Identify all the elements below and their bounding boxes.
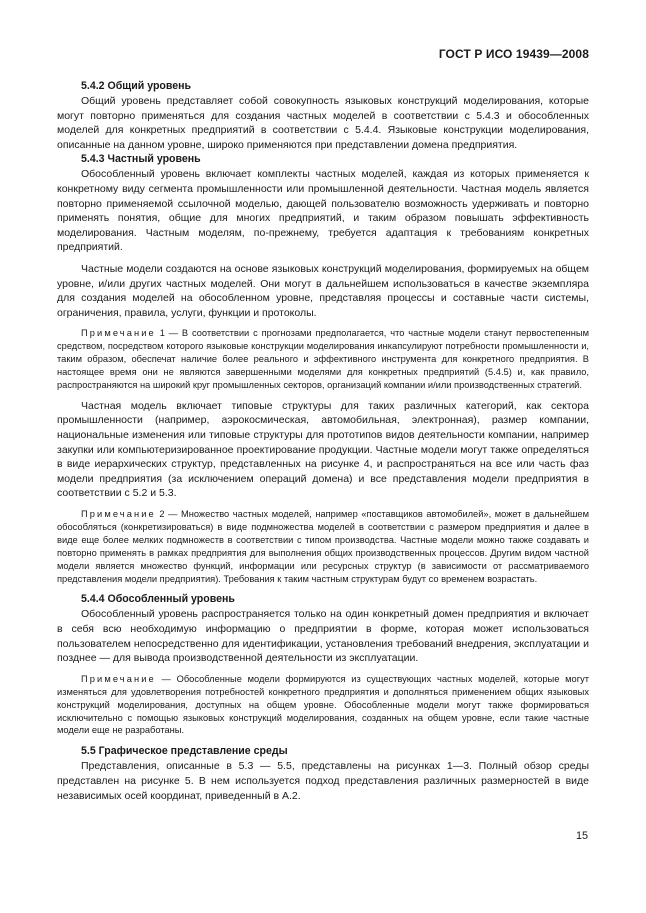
- note-2: [57, 508, 589, 585]
- note-text: — Обособленные модели формируются из существующих частных моделей, которые могут изменяться для удовлетворения потребностей конкретного предприятия и дополняться применением общих языковых конструкций моделирования, доступных на общем уровне. Обособленные модели могут также формироваться исключительно с помощью языковых конструкций моделирования, созданных на общем уровне, если такие частные модели еще не разработаны.: [57, 673, 589, 736]
- note-label: Примечание: [81, 673, 156, 684]
- standard-code: ГОСТ Р ИСО 19439—2008: [438, 47, 589, 61]
- paragraph: Общий уровень представляет собой совокупность языковых конструкций моделирования, которые могут повторно применяться для создания частных моделей в соответствии с 5.4.3 и обособленных моделей для конкретных предприятий в соответствии с 5.4.4. Языковые конструкции моделирования, описанные на данном уровне, широко применяются при представлении домена предприятия.: [57, 95, 589, 151]
- note-3: [57, 673, 589, 738]
- paragraph: Обособленный уровень распространяется только на один конкретный домен предприятия и включает в себя всю необходимую информацию о предприятии в форме, которая может использоваться пользователем непосредственно для идентификации, установления требований внедрения, эксплуатации и позднее — для вывода производственной деятельности из эксплуатации.: [57, 608, 589, 665]
- paragraph: Частные модели создаются на основе языковых конструкций моделирования, формируемых на общем уровне, и/или других частных моделей. Они могут в дальнейшем использоваться в качестве экземпляра для создания моделей на обособленном уровне, представляя процессы и составные части системы, ограничения, правила, услуги, функции и протоколы.: [57, 262, 589, 319]
- note-label: Примечание: [81, 328, 156, 339]
- note-label: Примечание: [81, 509, 156, 519]
- note-1: [57, 327, 589, 392]
- section-heading-5-4-2: 5.4.2 Общий уровень: [81, 80, 192, 92]
- section-heading-5-4-4: 5.4.4 Обособленный уровень: [81, 593, 235, 606]
- note-text: 1 — В соответствии с прогнозами предполагается, что частные модели станут первостепенным средством, посредством которого языковые конструкции моделирования инкапсулируют потребности промышленности и, таким образом, обеспечат наличие более реального и эффективного инструмента для конкретного предприятия. В настоящее время они не являются завершенными моделями для конкретных предприятий (5.4.5) и, как правило, распространяются на широкий круг промышленных секторов, организаций компании и/или производственных стратегий.: [57, 328, 589, 390]
- paragraph: Частная модель включает типовые структуры для таких различных категорий, как сектора промышленности (например, аэрокосмическая, автомобильная, электронная), размер компании, национальные изменения или типовые структуры для прототипов видов деятельности компании, например закупки или компьютеризированное проектирование продукции. Частные модели могут также определяться в виде иерархических структур, представленных на рисунке 4, и распространяться на все или часть фаз модели предприятия (за исключением операций домена) и все представления модели предприятия в соответствии с 5.2 и 5.3.: [57, 399, 589, 500]
- note-text: 2 — Множество частных моделей, например «поставщиков автомобилей», может в дальнейшем обособляться (конкретизироваться) в виде подмножества моделей в соответствии с размером предприятия и далее в виде еще более мелких подмножеств в соответствии с типом производства. Частные модели можно также создавать и повторно применять в рамках предприятия для выполнения общих производственных процессов. Другим видом частной модели является множество функций, информации или ресурсных структур (в зависимости от рассматриваемого представления модели предприятия). Требования к таким частным структурам будут со временем возрастать.: [57, 509, 589, 584]
- section-heading-5-4-3: 5.4.3 Частный уровень: [81, 153, 201, 166]
- paragraph: Обособленный уровень включает комплекты частных моделей, каждая из которых применяется к конкретному виду сегмента промышленности или промышленной деятельности. Частная модель является повторно применяемой ссылочной моделью, дающей пользователю возможность удерживать и повторно применять понятия, общие для многих предприятий, и таким образом повышать эффективность моделирования. Частным моделям, по-прежнему, требуется адаптация к требованиям конкретных предприятий.: [57, 168, 589, 254]
- page-body: [57, 79, 589, 803]
- paragraph: Представления, описанные в 5.3 — 5.5, представлены на рисунках 1—3. Полный обзор среды представлен на рисунке 5. В нем используется подход представления различных размерностей в виде независимых осей координат, приведенный в А.2.: [57, 760, 589, 802]
- section-heading-5-5: 5.5 Графическое представление среды: [81, 745, 288, 758]
- page-number: 15: [575, 830, 588, 842]
